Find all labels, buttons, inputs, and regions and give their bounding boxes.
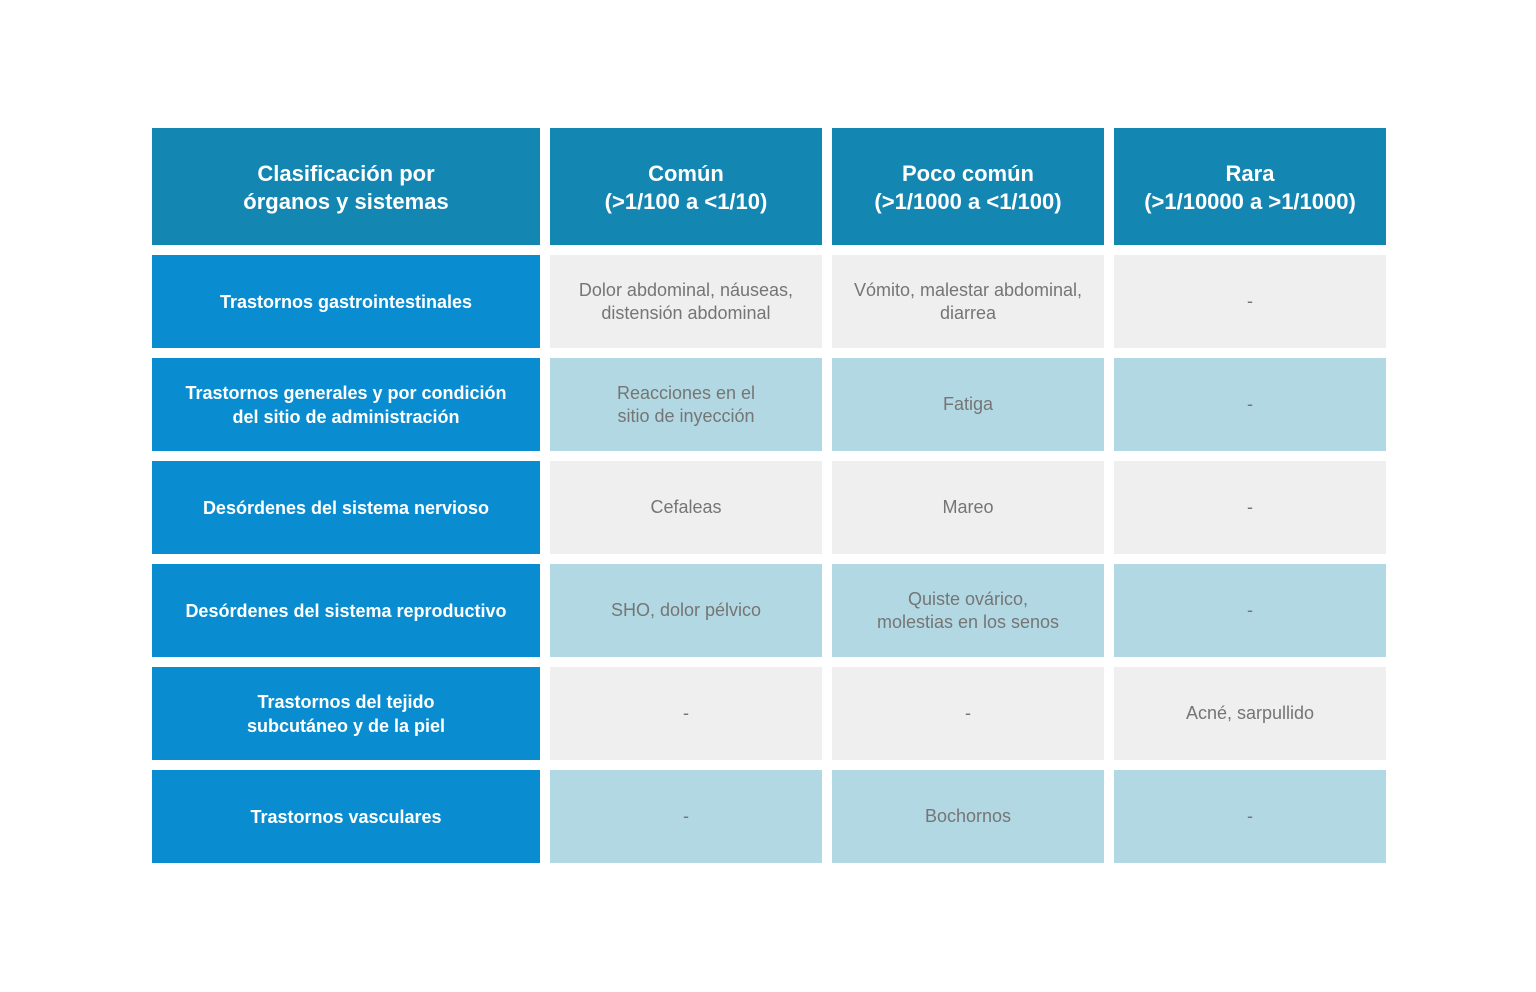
cell-rare: - <box>1114 461 1386 554</box>
cell-uncommon: Vómito, malestar abdominal, diarrea <box>832 255 1104 348</box>
cell-rare: - <box>1114 255 1386 348</box>
adverse-reactions-table <box>152 128 1386 863</box>
row-category: Desórdenes del sistema nervioso <box>152 461 540 554</box>
header-classification: Clasificación por órganos y sistemas <box>152 128 540 245</box>
cell-common: - <box>550 667 822 760</box>
row-category: Trastornos generales y por condición del sitio de administración <box>152 358 540 451</box>
cell-uncommon: Bochornos <box>832 770 1104 863</box>
cell-common: - <box>550 770 822 863</box>
cell-common: Dolor abdominal, náuseas, distensión abdominal <box>550 255 822 348</box>
header-rare: Rara (>1/10000 a >1/1000) <box>1114 128 1386 245</box>
cell-common: Reacciones en el sitio de inyección <box>550 358 822 451</box>
cell-common: SHO, dolor pélvico <box>550 564 822 657</box>
cell-uncommon: Fatiga <box>832 358 1104 451</box>
row-category: Trastornos del tejido subcutáneo y de la piel <box>152 667 540 760</box>
cell-uncommon: - <box>832 667 1104 760</box>
row-category: Desórdenes del sistema reproductivo <box>152 564 540 657</box>
cell-common: Cefaleas <box>550 461 822 554</box>
cell-rare: Acné, sarpullido <box>1114 667 1386 760</box>
cell-uncommon: Mareo <box>832 461 1104 554</box>
row-category: Trastornos gastrointestinales <box>152 255 540 348</box>
row-category: Trastornos vasculares <box>152 770 540 863</box>
header-uncommon: Poco común (>1/1000 a <1/100) <box>832 128 1104 245</box>
cell-rare: - <box>1114 564 1386 657</box>
cell-rare: - <box>1114 770 1386 863</box>
cell-uncommon: Quiste ovárico, molestias en los senos <box>832 564 1104 657</box>
cell-rare: - <box>1114 358 1386 451</box>
header-common: Común (>1/100 a <1/10) <box>550 128 822 245</box>
